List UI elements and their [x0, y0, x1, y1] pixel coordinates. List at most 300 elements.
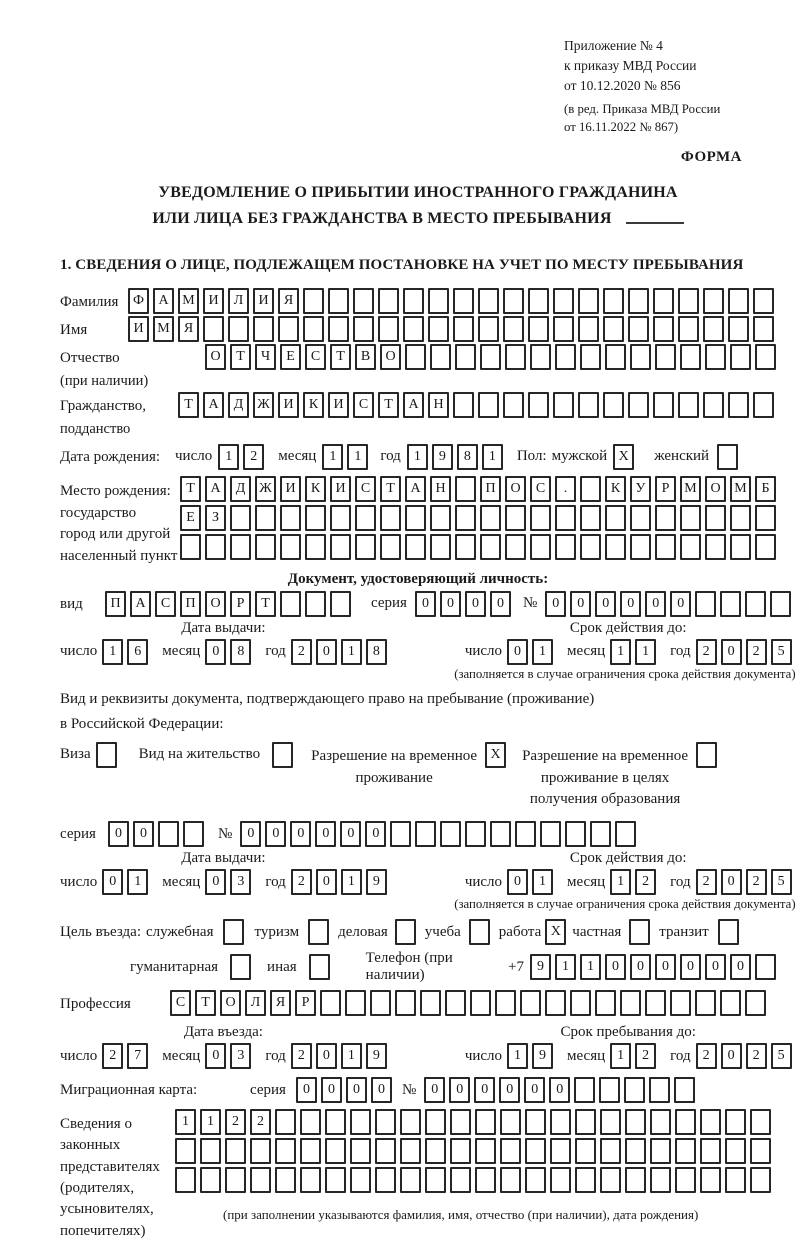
char-cell[interactable]: [420, 990, 441, 1016]
char-cell[interactable]: [675, 1167, 696, 1193]
char-cell[interactable]: 2: [291, 639, 312, 665]
char-cell[interactable]: И: [253, 288, 274, 314]
char-cell[interactable]: [628, 392, 649, 418]
purpose-private-checkbox[interactable]: [629, 919, 650, 945]
char-cell[interactable]: Д: [228, 392, 249, 418]
char-cell[interactable]: [378, 288, 399, 314]
char-cell[interactable]: 1: [635, 639, 656, 665]
char-cell[interactable]: Я: [278, 288, 299, 314]
char-cell[interactable]: 0: [507, 639, 528, 665]
char-cell[interactable]: И: [328, 392, 349, 418]
char-cell[interactable]: 0: [415, 591, 436, 617]
char-cell[interactable]: [300, 1138, 321, 1164]
char-cell[interactable]: [645, 990, 666, 1016]
char-cell[interactable]: [503, 316, 524, 342]
char-cell[interactable]: [430, 534, 451, 560]
char-cell[interactable]: 0: [316, 869, 337, 895]
char-cell[interactable]: А: [130, 591, 151, 617]
char-cell[interactable]: [375, 1167, 396, 1193]
char-cell[interactable]: [605, 505, 626, 531]
char-cell[interactable]: 0: [705, 954, 726, 980]
purpose-study-checkbox[interactable]: [469, 919, 490, 945]
char-cell[interactable]: Р: [295, 990, 316, 1016]
char-cell[interactable]: [753, 316, 774, 342]
char-cell[interactable]: [405, 505, 426, 531]
char-cell[interactable]: [705, 505, 726, 531]
char-cell[interactable]: М: [730, 476, 751, 502]
char-cell[interactable]: И: [330, 476, 351, 502]
char-cell[interactable]: [183, 821, 204, 847]
char-cell[interactable]: 0: [524, 1077, 545, 1103]
char-cell[interactable]: Т: [195, 990, 216, 1016]
char-cell[interactable]: [703, 288, 724, 314]
char-cell[interactable]: [250, 1138, 271, 1164]
char-cell[interactable]: [578, 288, 599, 314]
char-cell[interactable]: [158, 821, 179, 847]
char-cell[interactable]: [653, 392, 674, 418]
char-cell[interactable]: Т: [180, 476, 201, 502]
char-cell[interactable]: [578, 316, 599, 342]
char-cell[interactable]: 0: [721, 1043, 742, 1069]
char-cell[interactable]: О: [205, 344, 226, 370]
char-cell[interactable]: [440, 821, 461, 847]
char-cell[interactable]: 1: [347, 444, 368, 470]
char-cell[interactable]: [550, 1167, 571, 1193]
char-cell[interactable]: [303, 288, 324, 314]
char-cell[interactable]: [253, 316, 274, 342]
char-cell[interactable]: К: [605, 476, 626, 502]
char-cell[interactable]: [725, 1109, 746, 1135]
char-cell[interactable]: 2: [746, 1043, 767, 1069]
char-cell[interactable]: [755, 954, 776, 980]
char-cell[interactable]: [300, 1167, 321, 1193]
char-cell[interactable]: Ч: [255, 344, 276, 370]
char-cell[interactable]: [403, 316, 424, 342]
char-cell[interactable]: 1: [610, 869, 631, 895]
char-cell[interactable]: [455, 344, 476, 370]
char-cell[interactable]: [528, 316, 549, 342]
char-cell[interactable]: Т: [330, 344, 351, 370]
char-cell[interactable]: [580, 534, 601, 560]
char-cell[interactable]: 1: [610, 1043, 631, 1069]
char-cell[interactable]: [674, 1077, 695, 1103]
char-cell[interactable]: [500, 1167, 521, 1193]
char-cell[interactable]: А: [203, 392, 224, 418]
purpose-tourism-checkbox[interactable]: [308, 919, 329, 945]
char-cell[interactable]: [650, 1109, 671, 1135]
char-cell[interactable]: 0: [205, 869, 226, 895]
char-cell[interactable]: [325, 1109, 346, 1135]
char-cell[interactable]: [655, 344, 676, 370]
char-cell[interactable]: [453, 288, 474, 314]
char-cell[interactable]: 0: [102, 869, 123, 895]
char-cell[interactable]: 1: [341, 1043, 362, 1069]
char-cell[interactable]: [505, 505, 526, 531]
char-cell[interactable]: [678, 288, 699, 314]
char-cell[interactable]: [728, 316, 749, 342]
char-cell[interactable]: П: [105, 591, 126, 617]
char-cell[interactable]: [390, 821, 411, 847]
char-cell[interactable]: Я: [178, 316, 199, 342]
char-cell[interactable]: 0: [440, 591, 461, 617]
char-cell[interactable]: [280, 591, 301, 617]
purpose-official-checkbox[interactable]: [223, 919, 244, 945]
char-cell[interactable]: [353, 288, 374, 314]
char-cell[interactable]: 0: [290, 821, 311, 847]
char-cell[interactable]: [475, 1167, 496, 1193]
char-cell[interactable]: [380, 505, 401, 531]
char-cell[interactable]: [500, 1138, 521, 1164]
char-cell[interactable]: [453, 392, 474, 418]
char-cell[interactable]: 2: [696, 639, 717, 665]
char-cell[interactable]: И: [280, 476, 301, 502]
char-cell[interactable]: [675, 1138, 696, 1164]
char-cell[interactable]: [555, 534, 576, 560]
char-cell[interactable]: [700, 1109, 721, 1135]
char-cell[interactable]: 7: [127, 1043, 148, 1069]
char-cell[interactable]: 2: [102, 1043, 123, 1069]
char-cell[interactable]: 0: [595, 591, 616, 617]
char-cell[interactable]: 0: [205, 639, 226, 665]
char-cell[interactable]: 0: [321, 1077, 342, 1103]
char-cell[interactable]: Н: [428, 392, 449, 418]
char-cell[interactable]: [395, 990, 416, 1016]
char-cell[interactable]: [375, 1138, 396, 1164]
char-cell[interactable]: 0: [490, 591, 511, 617]
char-cell[interactable]: [703, 316, 724, 342]
char-cell[interactable]: Б: [755, 476, 776, 502]
char-cell[interactable]: [478, 288, 499, 314]
char-cell[interactable]: [353, 316, 374, 342]
char-cell[interactable]: Р: [655, 476, 676, 502]
char-cell[interactable]: [603, 316, 624, 342]
char-cell[interactable]: 1: [341, 639, 362, 665]
char-cell[interactable]: 1: [580, 954, 601, 980]
char-cell[interactable]: Л: [228, 288, 249, 314]
char-cell[interactable]: [553, 316, 574, 342]
char-cell[interactable]: 1: [407, 444, 428, 470]
char-cell[interactable]: [225, 1167, 246, 1193]
char-cell[interactable]: [630, 505, 651, 531]
char-cell[interactable]: В: [355, 344, 376, 370]
char-cell[interactable]: 2: [225, 1109, 246, 1135]
char-cell[interactable]: [200, 1167, 221, 1193]
char-cell[interactable]: [405, 344, 426, 370]
char-cell[interactable]: [405, 534, 426, 560]
char-cell[interactable]: [553, 392, 574, 418]
char-cell[interactable]: 0: [721, 639, 742, 665]
char-cell[interactable]: [400, 1109, 421, 1135]
char-cell[interactable]: [480, 534, 501, 560]
char-cell[interactable]: 0: [346, 1077, 367, 1103]
char-cell[interactable]: [330, 591, 351, 617]
char-cell[interactable]: М: [178, 288, 199, 314]
char-cell[interactable]: 3: [230, 1043, 251, 1069]
char-cell[interactable]: [555, 505, 576, 531]
char-cell[interactable]: 0: [316, 1043, 337, 1069]
male-checkbox[interactable]: X: [613, 444, 634, 470]
char-cell[interactable]: 0: [730, 954, 751, 980]
char-cell[interactable]: [553, 288, 574, 314]
char-cell[interactable]: [303, 316, 324, 342]
char-cell[interactable]: О: [220, 990, 241, 1016]
char-cell[interactable]: А: [405, 476, 426, 502]
char-cell[interactable]: [528, 392, 549, 418]
char-cell[interactable]: 1: [532, 639, 553, 665]
char-cell[interactable]: 0: [340, 821, 361, 847]
char-cell[interactable]: [700, 1167, 721, 1193]
char-cell[interactable]: [275, 1138, 296, 1164]
char-cell[interactable]: [475, 1138, 496, 1164]
char-cell[interactable]: 1: [127, 869, 148, 895]
char-cell[interactable]: 0: [108, 821, 129, 847]
char-cell[interactable]: [320, 990, 341, 1016]
char-cell[interactable]: 0: [133, 821, 154, 847]
char-cell[interactable]: [720, 990, 741, 1016]
char-cell[interactable]: Ж: [253, 392, 274, 418]
char-cell[interactable]: [725, 1167, 746, 1193]
char-cell[interactable]: Т: [378, 392, 399, 418]
char-cell[interactable]: [465, 821, 486, 847]
char-cell[interactable]: [728, 288, 749, 314]
char-cell[interactable]: С: [355, 476, 376, 502]
char-cell[interactable]: 0: [474, 1077, 495, 1103]
char-cell[interactable]: [475, 1109, 496, 1135]
char-cell[interactable]: 1: [555, 954, 576, 980]
char-cell[interactable]: [600, 1167, 621, 1193]
char-cell[interactable]: 2: [746, 869, 767, 895]
char-cell[interactable]: [753, 288, 774, 314]
char-cell[interactable]: [325, 1138, 346, 1164]
char-cell[interactable]: 0: [424, 1077, 445, 1103]
char-cell[interactable]: [428, 316, 449, 342]
char-cell[interactable]: [578, 392, 599, 418]
char-cell[interactable]: А: [403, 392, 424, 418]
purpose-other-checkbox[interactable]: [309, 954, 330, 980]
char-cell[interactable]: [203, 316, 224, 342]
char-cell[interactable]: 1: [175, 1109, 196, 1135]
char-cell[interactable]: Л: [245, 990, 266, 1016]
char-cell[interactable]: [625, 1167, 646, 1193]
char-cell[interactable]: [478, 392, 499, 418]
char-cell[interactable]: И: [128, 316, 149, 342]
char-cell[interactable]: [600, 1138, 621, 1164]
char-cell[interactable]: [575, 1138, 596, 1164]
char-cell[interactable]: [355, 534, 376, 560]
char-cell[interactable]: 0: [465, 591, 486, 617]
char-cell[interactable]: [453, 316, 474, 342]
char-cell[interactable]: [275, 1167, 296, 1193]
char-cell[interactable]: 0: [680, 954, 701, 980]
char-cell[interactable]: [305, 505, 326, 531]
char-cell[interactable]: С: [305, 344, 326, 370]
char-cell[interactable]: 0: [620, 591, 641, 617]
char-cell[interactable]: 0: [721, 869, 742, 895]
char-cell[interactable]: [455, 505, 476, 531]
char-cell[interactable]: [230, 505, 251, 531]
visa-checkbox[interactable]: [96, 742, 117, 768]
char-cell[interactable]: Т: [380, 476, 401, 502]
char-cell[interactable]: [725, 1138, 746, 1164]
char-cell[interactable]: [625, 1109, 646, 1135]
char-cell[interactable]: Ф: [128, 288, 149, 314]
char-cell[interactable]: 0: [316, 639, 337, 665]
char-cell[interactable]: 1: [102, 639, 123, 665]
char-cell[interactable]: 0: [630, 954, 651, 980]
char-cell[interactable]: [400, 1167, 421, 1193]
purpose-work-checkbox[interactable]: X: [545, 919, 566, 945]
char-cell[interactable]: [230, 534, 251, 560]
char-cell[interactable]: З: [205, 505, 226, 531]
char-cell[interactable]: О: [505, 476, 526, 502]
char-cell[interactable]: [575, 1167, 596, 1193]
char-cell[interactable]: 0: [670, 591, 691, 617]
char-cell[interactable]: [430, 344, 451, 370]
char-cell[interactable]: [370, 990, 391, 1016]
char-cell[interactable]: [580, 505, 601, 531]
char-cell[interactable]: [730, 534, 751, 560]
char-cell[interactable]: 8: [366, 639, 387, 665]
char-cell[interactable]: [305, 534, 326, 560]
char-cell[interactable]: [750, 1109, 771, 1135]
char-cell[interactable]: [770, 591, 791, 617]
char-cell[interactable]: 0: [315, 821, 336, 847]
char-cell[interactable]: [375, 1109, 396, 1135]
char-cell[interactable]: [595, 990, 616, 1016]
char-cell[interactable]: Н: [430, 476, 451, 502]
char-cell[interactable]: 1: [532, 869, 553, 895]
char-cell[interactable]: 2: [291, 1043, 312, 1069]
temp-residence-edu-checkbox[interactable]: [696, 742, 717, 768]
char-cell[interactable]: [278, 316, 299, 342]
char-cell[interactable]: [300, 1109, 321, 1135]
char-cell[interactable]: [525, 1138, 546, 1164]
char-cell[interactable]: 2: [250, 1109, 271, 1135]
char-cell[interactable]: [328, 316, 349, 342]
char-cell[interactable]: [250, 1167, 271, 1193]
char-cell[interactable]: [655, 505, 676, 531]
char-cell[interactable]: С: [170, 990, 191, 1016]
char-cell[interactable]: 2: [635, 869, 656, 895]
char-cell[interactable]: [330, 505, 351, 531]
char-cell[interactable]: [528, 288, 549, 314]
char-cell[interactable]: [480, 344, 501, 370]
char-cell[interactable]: 0: [507, 869, 528, 895]
char-cell[interactable]: Д: [230, 476, 251, 502]
char-cell[interactable]: [540, 821, 561, 847]
char-cell[interactable]: [630, 534, 651, 560]
char-cell[interactable]: [755, 344, 776, 370]
char-cell[interactable]: [620, 990, 641, 1016]
char-cell[interactable]: С: [155, 591, 176, 617]
char-cell[interactable]: 1: [322, 444, 343, 470]
char-cell[interactable]: [455, 476, 476, 502]
char-cell[interactable]: С: [353, 392, 374, 418]
char-cell[interactable]: 0: [605, 954, 626, 980]
char-cell[interactable]: 8: [457, 444, 478, 470]
char-cell[interactable]: [574, 1077, 595, 1103]
residence-permit-checkbox[interactable]: [272, 742, 293, 768]
char-cell[interactable]: 0: [240, 821, 261, 847]
char-cell[interactable]: [678, 392, 699, 418]
char-cell[interactable]: 0: [570, 591, 591, 617]
char-cell[interactable]: [425, 1109, 446, 1135]
char-cell[interactable]: О: [205, 591, 226, 617]
char-cell[interactable]: [615, 821, 636, 847]
char-cell[interactable]: [700, 1138, 721, 1164]
char-cell[interactable]: 0: [655, 954, 676, 980]
char-cell[interactable]: У: [630, 476, 651, 502]
char-cell[interactable]: [280, 534, 301, 560]
char-cell[interactable]: 3: [230, 869, 251, 895]
char-cell[interactable]: 1: [200, 1109, 221, 1135]
char-cell[interactable]: Т: [255, 591, 276, 617]
female-checkbox[interactable]: [717, 444, 738, 470]
char-cell[interactable]: [628, 316, 649, 342]
char-cell[interactable]: 0: [265, 821, 286, 847]
purpose-transit-checkbox[interactable]: [718, 919, 739, 945]
char-cell[interactable]: [415, 821, 436, 847]
char-cell[interactable]: [653, 288, 674, 314]
char-cell[interactable]: [520, 990, 541, 1016]
char-cell[interactable]: [205, 534, 226, 560]
char-cell[interactable]: 9: [432, 444, 453, 470]
char-cell[interactable]: [450, 1167, 471, 1193]
char-cell[interactable]: 0: [205, 1043, 226, 1069]
char-cell[interactable]: [720, 591, 741, 617]
char-cell[interactable]: 1: [507, 1043, 528, 1069]
char-cell[interactable]: [255, 505, 276, 531]
char-cell[interactable]: [755, 534, 776, 560]
char-cell[interactable]: 9: [532, 1043, 553, 1069]
char-cell[interactable]: [695, 591, 716, 617]
char-cell[interactable]: [505, 344, 526, 370]
char-cell[interactable]: [503, 288, 524, 314]
char-cell[interactable]: [745, 990, 766, 1016]
char-cell[interactable]: 8: [230, 639, 251, 665]
char-cell[interactable]: Т: [178, 392, 199, 418]
char-cell[interactable]: [350, 1167, 371, 1193]
char-cell[interactable]: М: [680, 476, 701, 502]
char-cell[interactable]: 9: [530, 954, 551, 980]
char-cell[interactable]: [228, 316, 249, 342]
char-cell[interactable]: [328, 288, 349, 314]
char-cell[interactable]: [625, 1138, 646, 1164]
char-cell[interactable]: [515, 821, 536, 847]
char-cell[interactable]: [280, 505, 301, 531]
char-cell[interactable]: 0: [365, 821, 386, 847]
char-cell[interactable]: 9: [366, 1043, 387, 1069]
char-cell[interactable]: М: [153, 316, 174, 342]
char-cell[interactable]: [490, 821, 511, 847]
char-cell[interactable]: [728, 392, 749, 418]
char-cell[interactable]: [555, 344, 576, 370]
char-cell[interactable]: 1: [341, 869, 362, 895]
char-cell[interactable]: [750, 1167, 771, 1193]
char-cell[interactable]: [680, 505, 701, 531]
char-cell[interactable]: [380, 534, 401, 560]
char-cell[interactable]: [400, 1138, 421, 1164]
char-cell[interactable]: [200, 1138, 221, 1164]
char-cell[interactable]: С: [530, 476, 551, 502]
char-cell[interactable]: [580, 344, 601, 370]
char-cell[interactable]: [275, 1109, 296, 1135]
char-cell[interactable]: Я: [270, 990, 291, 1016]
char-cell[interactable]: [590, 821, 611, 847]
char-cell[interactable]: 0: [549, 1077, 570, 1103]
char-cell[interactable]: 2: [243, 444, 264, 470]
char-cell[interactable]: [624, 1077, 645, 1103]
